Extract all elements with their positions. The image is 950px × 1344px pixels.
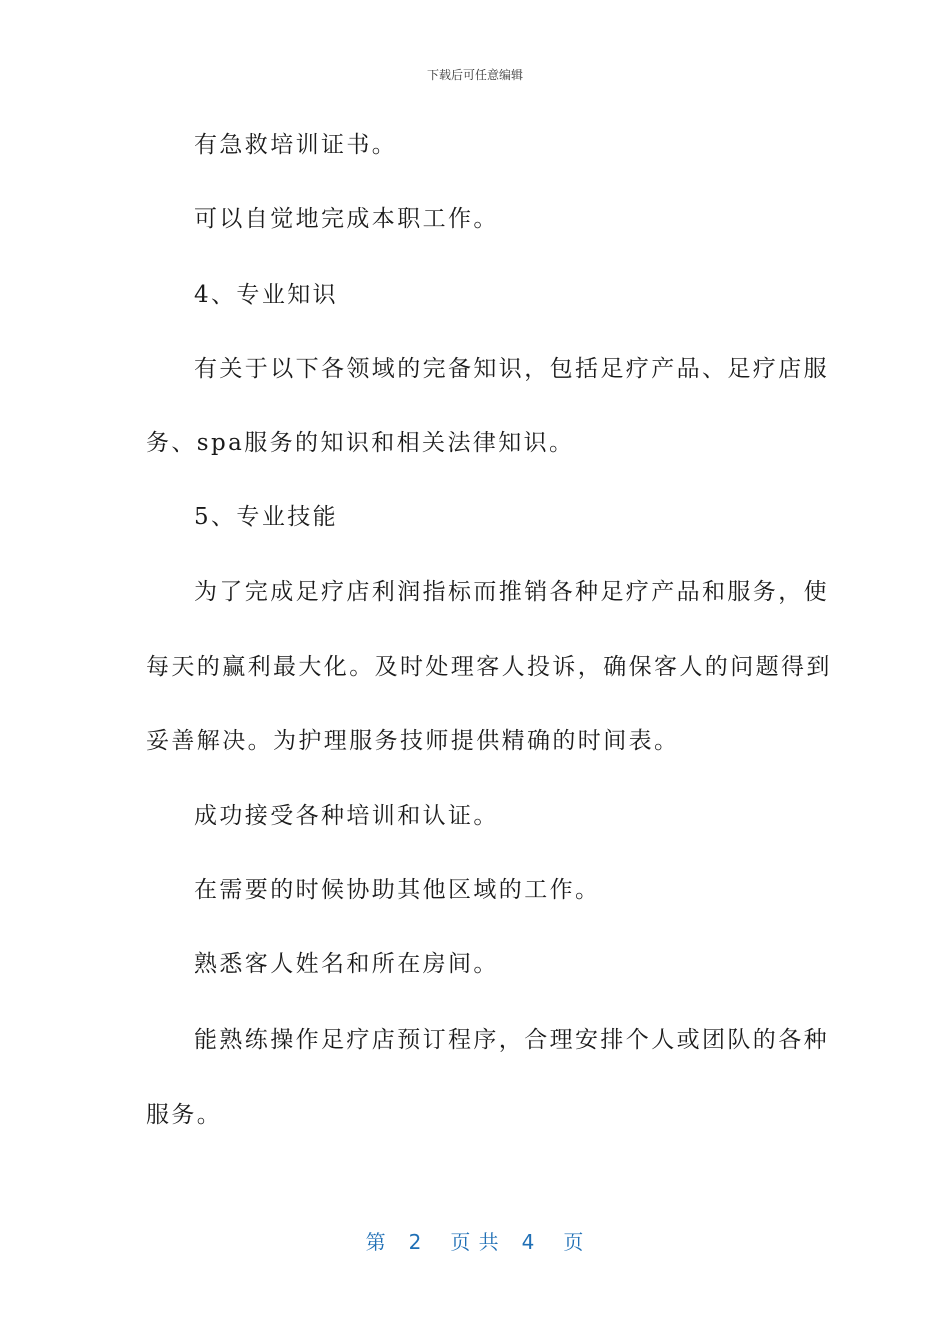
paragraph-self-motivated: 可以自觉地完成本职工作。	[194, 206, 499, 232]
page-number-footer	[0, 1226, 950, 1255]
heading-professional-knowledge: 4、专业知识	[194, 282, 339, 308]
paragraph-first-aid: 有急救培训证书。	[194, 132, 398, 158]
header-note: 下载后可任意编辑	[426, 68, 523, 82]
paragraph-training: 成功接受各种培训和认证。	[194, 803, 499, 829]
page-total: 4	[521, 1230, 536, 1254]
paragraph-knowledge-line2: 务、spa服务的知识和相关法律知识。	[146, 430, 575, 456]
paragraph-assist: 在需要的时候协助其他区域的工作。	[194, 877, 601, 903]
heading-professional-skills: 5、专业技能	[194, 504, 339, 530]
paragraph-knowledge-line1: 有关于以下各领域的完备知识，包括足疗产品、足疗店服	[194, 356, 829, 382]
paragraph-skills-line3: 妥善解决。为护理服务技师提供精确的时间表。	[146, 728, 680, 754]
paragraph-skills-line2: 每天的赢利最大化。及时处理客人投诉，确保客人的问题得到	[146, 654, 832, 680]
page-suffix: 页	[563, 1230, 585, 1254]
page-prefix: 第	[365, 1230, 387, 1254]
paragraph-booking-line1: 能熟练操作足疗店预订程序，合理安排个人或团队的各种	[194, 1027, 829, 1053]
page-current: 2	[408, 1230, 423, 1254]
paragraph-booking-line2: 服务。	[146, 1102, 223, 1128]
page-mid: 页 共	[450, 1230, 500, 1254]
paragraph-skills-line1: 为了完成足疗店利润指标而推销各种足疗产品和服务，使	[194, 579, 829, 605]
paragraph-guest-names: 熟悉客人姓名和所在房间。	[194, 951, 499, 977]
